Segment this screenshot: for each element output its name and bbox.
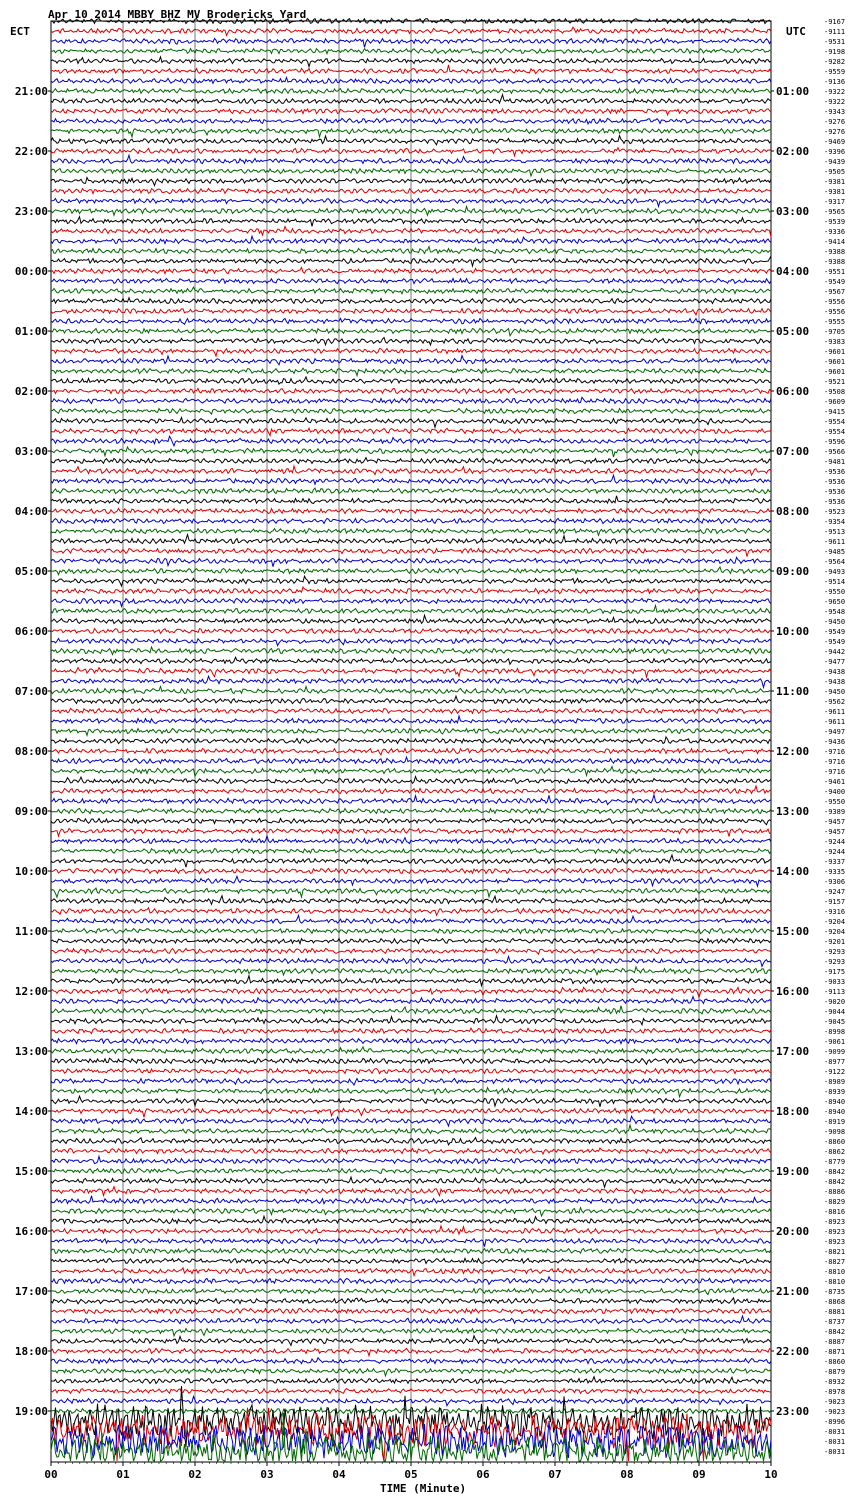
trace-value-label: -8862: [824, 1148, 846, 1156]
trace-value-label: -8810: [824, 1268, 846, 1276]
left-hour-label: 01:00: [14, 325, 48, 338]
left-hour-label: 17:00: [14, 1285, 48, 1298]
right-hour-label: 03:00: [776, 205, 810, 218]
trace-value-label: -9276: [824, 128, 846, 136]
trace-value-label: -8923: [824, 1238, 846, 1246]
trace-value-label: -9045: [824, 1018, 846, 1026]
trace-value-label: -9244: [824, 848, 846, 856]
right-hour-label: 22:00: [776, 1345, 810, 1358]
left-hour-label: 10:00: [14, 865, 48, 878]
trace-value-label: -9201: [824, 938, 846, 946]
left-hour-label: 15:00: [14, 1165, 48, 1178]
trace-value-label: -8737: [824, 1318, 846, 1326]
trace-value-label: -9282: [824, 58, 846, 66]
trace-value-label: -9033: [824, 978, 846, 986]
trace-value-label: -9549: [824, 278, 846, 286]
trace-value-label: -9564: [824, 558, 846, 566]
trace-value-label: -9601: [824, 358, 846, 366]
trace-value-label: -9531: [824, 38, 846, 46]
x-tick-label: 08: [620, 1468, 634, 1481]
trace-value-label: -9716: [824, 748, 846, 756]
trace-value-label: -9554: [824, 428, 846, 436]
left-hour-label: 19:00: [14, 1405, 48, 1418]
trace-value-label: -8881: [824, 1308, 846, 1316]
trace-value-label: -9554: [824, 418, 846, 426]
trace-value-label: -9381: [824, 178, 846, 186]
trace-value-label: -9556: [824, 298, 846, 306]
left-hour-label: 02:00: [14, 385, 48, 398]
trace-value-label: -8860: [824, 1138, 846, 1146]
left-hour-label: 08:00: [14, 745, 48, 758]
trace-value-label: -8879: [824, 1368, 846, 1376]
trace-value-label: -9450: [824, 618, 846, 626]
trace-value-label: -9508: [824, 388, 846, 396]
right-hour-label: 08:00: [776, 505, 810, 518]
trace-value-label: -8816: [824, 1208, 846, 1216]
trace-value-label: -9596: [824, 438, 846, 446]
x-axis-label: TIME (Minute): [380, 1482, 467, 1495]
trace-value-label: -9716: [824, 768, 846, 776]
trace-value-label: -8932: [824, 1378, 846, 1386]
trace-value-label: -9539: [824, 218, 846, 226]
trace-value-label: -9521: [824, 378, 846, 386]
trace-value-label: -8887: [824, 1338, 846, 1346]
trace-value-label: -9381: [824, 188, 846, 196]
left-hour-label: 11:00: [14, 925, 48, 938]
trace-value-label: -9536: [824, 498, 846, 506]
trace-value-label: -9317: [824, 198, 846, 206]
trace-value-label: -9343: [824, 108, 846, 116]
x-tick-label: 10: [764, 1468, 778, 1481]
right-hour-label: 16:00: [776, 985, 810, 998]
trace-value-label: -8886: [824, 1188, 846, 1196]
trace-value-label: -8842: [824, 1178, 846, 1186]
trace-value-label: -9450: [824, 688, 846, 696]
trace-value-label: -9044: [824, 1008, 846, 1016]
x-tick-label: 06: [476, 1468, 490, 1481]
trace-value-label: -9293: [824, 958, 846, 966]
left-hour-label: 14:00: [14, 1105, 48, 1118]
trace-value-label: -9549: [824, 638, 846, 646]
trace-value-label: -9567: [824, 288, 846, 296]
left-hour-label: 18:00: [14, 1345, 48, 1358]
trace-value-label: -9601: [824, 348, 846, 356]
trace-value-label: -8868: [824, 1298, 846, 1306]
trace-value-label: -9611: [824, 718, 846, 726]
trace-value-label: -9457: [824, 818, 846, 826]
x-tick-label: 09: [692, 1468, 706, 1481]
x-tick-label: 00: [44, 1468, 58, 1481]
trace-value-label: -9442: [824, 648, 846, 656]
trace-value-label: -9388: [824, 258, 846, 266]
trace-value-label: -9556: [824, 308, 846, 316]
trace-value-label: -9650: [824, 598, 846, 606]
trace-value-label: -9601: [824, 368, 846, 376]
trace-value-label: -9335: [824, 868, 846, 876]
trace-value-label: -9276: [824, 118, 846, 126]
trace-value-label: -9175: [824, 968, 846, 976]
right-hour-label: 20:00: [776, 1225, 810, 1238]
trace-value-label: -9204: [824, 918, 846, 926]
trace-value-label: -9555: [824, 318, 846, 326]
trace-value-label: -9705: [824, 328, 846, 336]
trace-value-label: -9438: [824, 678, 846, 686]
right-hour-label: 05:00: [776, 325, 810, 338]
right-hour-label: 14:00: [776, 865, 810, 878]
right-hour-label: 15:00: [776, 925, 810, 938]
trace-value-label: -9549: [824, 628, 846, 636]
trace-value-label: -8939: [824, 1088, 846, 1096]
trace-value-label: -9477: [824, 658, 846, 666]
right-hour-label: 09:00: [776, 565, 810, 578]
x-tick-label: 05: [404, 1468, 418, 1481]
trace-value-label: -9020: [824, 998, 846, 1006]
trace-value-label: -9514: [824, 578, 846, 586]
trace-value-label: -9396: [824, 148, 846, 156]
trace-value-label: -9611: [824, 708, 846, 716]
trace-value-label: -9550: [824, 798, 846, 806]
trace-value-label: -8031: [824, 1448, 846, 1456]
x-tick-label: 04: [332, 1468, 346, 1481]
left-hour-label: 22:00: [14, 145, 48, 158]
left-hour-label: 21:00: [14, 85, 48, 98]
trace-value-label: -8923: [824, 1218, 846, 1226]
left-hour-label: 23:00: [14, 205, 48, 218]
right-hour-label: 04:00: [776, 265, 810, 278]
trace-value-label: -8871: [824, 1348, 846, 1356]
trace-value-label: -8978: [824, 1388, 846, 1396]
trace-value-label: -9505: [824, 168, 846, 176]
trace-value-label: -9559: [824, 68, 846, 76]
trace-value-label: -9566: [824, 448, 846, 456]
trace-value-label: -8827: [824, 1258, 846, 1266]
trace-value-label: -9400: [824, 788, 846, 796]
trace-value-label: -9354: [824, 518, 846, 526]
trace-value-label: -9322: [824, 88, 846, 96]
trace-value-label: -9469: [824, 138, 846, 146]
trace-value-label: -9497: [824, 728, 846, 736]
trace-value-label: -9481: [824, 458, 846, 466]
trace-value-label: -9513: [824, 528, 846, 536]
trace-value-label: -9167: [824, 18, 846, 26]
trace-value-label: -8829: [824, 1198, 846, 1206]
x-tick-label: 02: [188, 1468, 202, 1481]
trace-value-label: -9414: [824, 238, 846, 246]
trace-value-label: -9247: [824, 888, 846, 896]
left-hour-label: 03:00: [14, 445, 48, 458]
trace-value-label: -8842: [824, 1168, 846, 1176]
trace-value-label: -9438: [824, 668, 846, 676]
trace-value-label: -9113: [824, 988, 846, 996]
trace-value-label: -9061: [824, 1038, 846, 1046]
right-hour-label: 06:00: [776, 385, 810, 398]
right-hour-label: 02:00: [776, 145, 810, 158]
trace-value-label: -9336: [824, 228, 846, 236]
trace-value-label: -9609: [824, 398, 846, 406]
right-hour-label: 18:00: [776, 1105, 810, 1118]
trace-value-label: -8842: [824, 1328, 846, 1336]
right-hour-label: 19:00: [776, 1165, 810, 1178]
trace-value-label: -9493: [824, 568, 846, 576]
trace-value-label: -9562: [824, 698, 846, 706]
left-hour-label: 00:00: [14, 265, 48, 278]
trace-value-label: -9293: [824, 948, 846, 956]
right-hour-label: 13:00: [776, 805, 810, 818]
right-hour-label: 01:00: [776, 85, 810, 98]
trace-value-label: -8923: [824, 1228, 846, 1236]
x-tick-label: 07: [548, 1468, 562, 1481]
trace-value-label: -9111: [824, 28, 846, 36]
x-tick-label: 01: [116, 1468, 130, 1481]
left-hour-label: 07:00: [14, 685, 48, 698]
trace-value-label: -8860: [824, 1358, 846, 1366]
left-hour-label: 09:00: [14, 805, 48, 818]
trace-value-label: -9322: [824, 98, 846, 106]
left-hour-label: 12:00: [14, 985, 48, 998]
right-axis-label: UTC: [786, 25, 806, 38]
trace-value-label: -9136: [824, 78, 846, 86]
right-hour-label: 11:00: [776, 685, 810, 698]
trace-value-label: -8821: [824, 1248, 846, 1256]
trace-value-label: -8735: [824, 1288, 846, 1296]
left-hour-label: 06:00: [14, 625, 48, 638]
trace-value-label: -9157: [824, 898, 846, 906]
trace-value-label: -9716: [824, 758, 846, 766]
trace-value-label: -8977: [824, 1058, 846, 1066]
left-hour-label: 13:00: [14, 1045, 48, 1058]
trace-value-label: -9306: [824, 878, 846, 886]
left-hour-label: 05:00: [14, 565, 48, 578]
trace-value-label: -9389: [824, 808, 846, 816]
trace-value-label: -9536: [824, 478, 846, 486]
trace-value-label: -8810: [824, 1278, 846, 1286]
trace-value-label: -9098: [824, 1128, 846, 1136]
trace-value-label: -9550: [824, 588, 846, 596]
trace-value-label: -9461: [824, 778, 846, 786]
trace-value-label: -8779: [824, 1158, 846, 1166]
trace-value-label: -8940: [824, 1098, 846, 1106]
trace-value-label: -8919: [824, 1118, 846, 1126]
trace-value-label: -9536: [824, 488, 846, 496]
left-hour-label: 04:00: [14, 505, 48, 518]
trace-value-label: -9099: [824, 1048, 846, 1056]
trace-value-label: -9485: [824, 548, 846, 556]
trace-value-label: -9122: [824, 1068, 846, 1076]
right-hour-label: 17:00: [776, 1045, 810, 1058]
trace-value-label: -9548: [824, 608, 846, 616]
right-hour-label: 21:00: [776, 1285, 810, 1298]
x-tick-label: 03: [260, 1468, 274, 1481]
trace-value-label: -9611: [824, 538, 846, 546]
trace-value-label: -9316: [824, 908, 846, 916]
trace-value-label: -9551: [824, 268, 846, 276]
trace-value-label: -9023: [824, 1408, 846, 1416]
trace-value-label: -9204: [824, 928, 846, 936]
trace-value-label: -8031: [824, 1438, 846, 1446]
trace-value-label: -8989: [824, 1078, 846, 1086]
trace-value-label: -8996: [824, 1418, 846, 1426]
trace-value-label: -9198: [824, 48, 846, 56]
trace-value-label: -8031: [824, 1428, 846, 1436]
trace-value-label: -9383: [824, 338, 846, 346]
trace-value-label: -8998: [824, 1028, 846, 1036]
trace-value-label: -9457: [824, 828, 846, 836]
trace-value-label: -9244: [824, 838, 846, 846]
right-hour-label: 07:00: [776, 445, 810, 458]
trace-value-label: -9439: [824, 158, 846, 166]
trace-value-label: -8940: [824, 1108, 846, 1116]
trace-value-label: -9536: [824, 468, 846, 476]
trace-value-label: -9415: [824, 408, 846, 416]
trace-value-label: -9565: [824, 208, 846, 216]
trace-value-label: -9523: [824, 508, 846, 516]
right-hour-label: 10:00: [776, 625, 810, 638]
right-hour-label: 23:00: [776, 1405, 810, 1418]
trace-value-label: -9337: [824, 858, 846, 866]
left-axis-label: ECT: [10, 25, 30, 38]
trace-value-label: -9436: [824, 738, 846, 746]
chart-title: Apr 10 2014 MBBY BHZ MV Brodericks Yard: [48, 8, 307, 21]
left-hour-label: 16:00: [14, 1225, 48, 1238]
trace-value-label: -9023: [824, 1398, 846, 1406]
trace-value-label: -9388: [824, 248, 846, 256]
right-hour-label: 12:00: [776, 745, 810, 758]
